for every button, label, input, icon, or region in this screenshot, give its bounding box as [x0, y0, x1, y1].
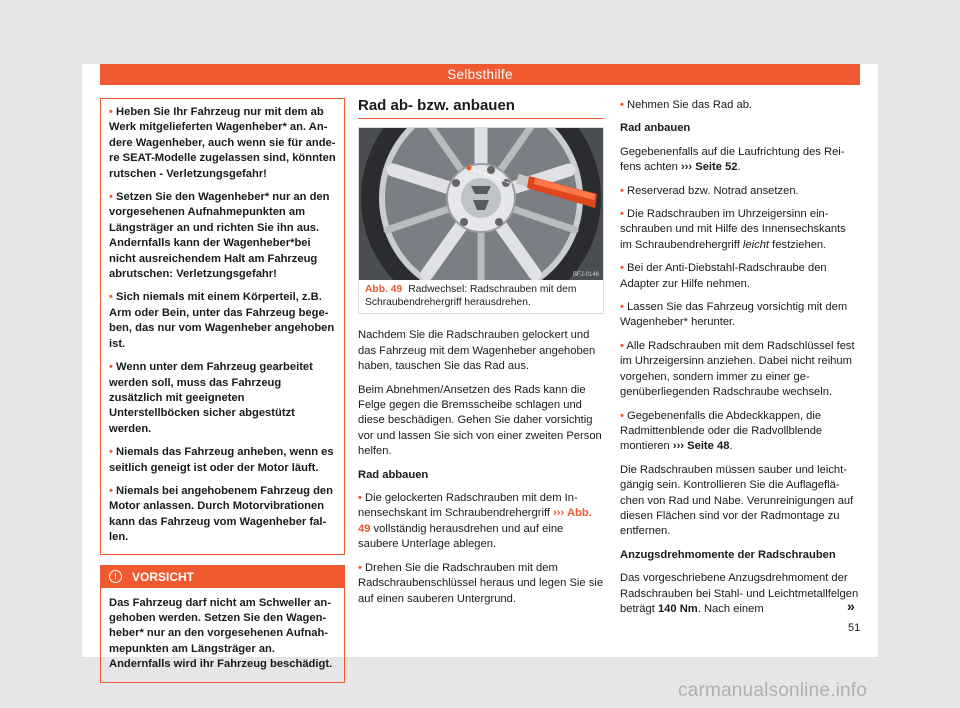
subheading-rad-abbauen: Rad abbauen — [358, 468, 429, 481]
caution-header — [101, 566, 344, 588]
caution-title: VORSICHT — [132, 569, 195, 584]
bullet-icon: • — [109, 484, 113, 497]
list-item: • Reserverad bzw. Notrad ansetzen. — [620, 184, 799, 197]
watermark: carmanualsonline.info — [678, 680, 868, 701]
column-left — [100, 98, 345, 683]
bullet-icon: • — [620, 409, 624, 422]
bullet-icon: • — [620, 208, 624, 221]
wheel-illustration — [359, 128, 603, 280]
bullet-icon: • — [109, 291, 113, 304]
page-reference-link[interactable]: ››› Seite 48 — [672, 440, 730, 453]
continue-arrow-icon: » — [847, 598, 855, 614]
paragraph: Das vorgeschriebene Anzugsdrehmoment der Radschrauben bei Stahl- und Leichtmetallfelgen beträgt 140 Nm. Nach einem — [620, 572, 859, 615]
column-right — [620, 98, 860, 625]
subheading-anzugsdrehmomente: Anzugsdrehmomente der Radschrauben — [620, 548, 836, 561]
list-item: • Gegebenenfalls die Abdeckkappen, die Radmittenblende oder die Radvollblende montieren ››› Seite 48. — [620, 409, 823, 453]
warning-item: • Setzen Sie den Wagenheber* nur an den vorgesehenen Aufnahmepunkten am Längsträger an und richten Sie ihn aus. Andernfalls kann der Wagenheber*bei nicht ausreichendem Halt am Fahrzeug abrutschen: Verletzungsgefahr! — [109, 191, 330, 281]
figure-reference-link[interactable]: ››› Abb. 49 — [358, 507, 592, 535]
warning-item: • Heben Sie Ihr Fahrzeug nur mit dem ab Werk mitgelieferten Wagenheber* an. Andere Wagenheber, auch wenn sie für andere SEAT-Modelle zugelassen sind, könnten rutschen - Verletzungsgefahr! — [109, 106, 336, 180]
bullet-icon: • — [109, 106, 113, 118]
bullet-icon: • — [620, 262, 624, 275]
bullet-icon: • — [620, 339, 624, 352]
exclamation-icon: ! — [109, 570, 122, 583]
caution-box — [100, 565, 345, 683]
bullet-icon: • — [109, 361, 113, 374]
bullet-icon: • — [358, 561, 362, 574]
page-header: Selbsthilfe — [100, 64, 860, 85]
bullet-icon: • — [358, 492, 362, 505]
warning-item: • Wenn unter dem Fahrzeug gearbeitet werden soll, muss das Fahrzeug zusätzlich mit geeigneten Unterstellböcken sicher abgestützt werden. — [109, 361, 313, 435]
paragraph: Die Radschrauben müssen sauber und leichtgängig sein. Kontrollieren Sie die Auflageflächen von Rad und Nabe. Verunreinigungen auf diesen Flächen sind vor der Radmontage zu entfernen. — [620, 463, 854, 538]
warning-item: • Sich niemals mit einem Körperteil, z.B. Arm oder Bein, unter das Fahrzeug begeben, das nur vom Wagenheber angehoben ist. — [109, 291, 335, 350]
figure-code: BFJ-0146 — [573, 272, 600, 279]
figure-caption: Abb. 49 Radwechsel: Radschrauben mit dem Schraubendrehergriff herausdrehen. — [365, 284, 577, 308]
list-item: • Lassen Sie das Fahrzeug vorsichtig mit dem Wagenheber* herunter. — [620, 301, 848, 329]
list-item: • Die Radschrauben im Uhrzeigersinn einschrauben und mit Hilfe des Innensechskants im Schraubendrehergriff leicht festziehen. — [620, 208, 846, 251]
warning-item: • Niemals das Fahrzeug anheben, wenn es seitlich geneigt ist oder der Motor läuft. — [109, 446, 334, 474]
figure-label: Abb. 49 — [365, 284, 403, 296]
list-item: • Alle Radschrauben mit dem Radschlüssel fest im Uhrzeigersinn anziehen. Dabei nicht reihum vorgehen, sondern immer zu einer gegenüberliegenden Radschraube wechseln. — [620, 339, 855, 399]
list-item: • Nehmen Sie das Rad ab. — [620, 99, 753, 111]
caution-text: Das Fahrzeug darf nicht am Schweller angehoben werden. Setzen Sie den Wagenheber* nur an den vorgesehenen Aufnahmepunkten am Längsträger an. Andernfalls wird ihr Fahrzeug beschädigt. — [109, 596, 333, 671]
paragraph: Beim Abnehmen/Ansetzen des Rads kann die Felge gegen die Bremsscheibe schlagen und diese beschädigen. Gehen Sie daher vorsichtig vor und lassen Sie sich von einer zweiten Person helfen. — [358, 383, 602, 458]
list-item: • Bei der Anti-Diebstahl-Radschraube den Adapter zur Hilfe nehmen. — [620, 262, 827, 290]
page-reference-link[interactable]: ››› Seite 52 — [680, 161, 738, 174]
bullet-icon: • — [620, 301, 624, 314]
figure-49 — [358, 127, 604, 314]
paragraph: Nachdem Sie die Radschrauben gelockert und das Fahrzeug mit dem Wagenheber angehoben haben, tauschen Sie das Rad aus. — [358, 329, 596, 373]
subheading-rad-anbauen: Rad anbauen — [620, 122, 691, 135]
column-middle — [358, 98, 604, 615]
paragraph: Gegebenenfalls auf die Laufrichtung des Reifens achten ››› Seite 52. — [620, 145, 845, 174]
bullet-icon: • — [109, 446, 113, 459]
bullet-icon: • — [620, 184, 624, 197]
warning-item: • Niemals bei angehobenem Fahrzeug den Motor anlassen. Durch Motorvibrationen kann das Fahrzeug vom Wagenheber fallen. — [109, 484, 333, 544]
warning-box — [100, 98, 345, 555]
bullet-icon: • — [620, 99, 624, 111]
list-item: • Drehen Sie die Radschrauben mit dem Radschraubenschlüssel heraus und legen Sie sie auf einen sauberen Untergrund. — [358, 561, 604, 605]
list-item: • Die gelockerten Radschrauben mit dem Innensechskant im Schraubendrehergriff ››› Abb. 49 vollständig herausdrehen und auf eine saubere Unterlage ablegen. — [358, 492, 592, 551]
section-title: Rad ab- bzw. anbauen — [358, 98, 604, 119]
page-number: 51 — [848, 622, 861, 634]
bullet-icon: • — [109, 191, 113, 204]
